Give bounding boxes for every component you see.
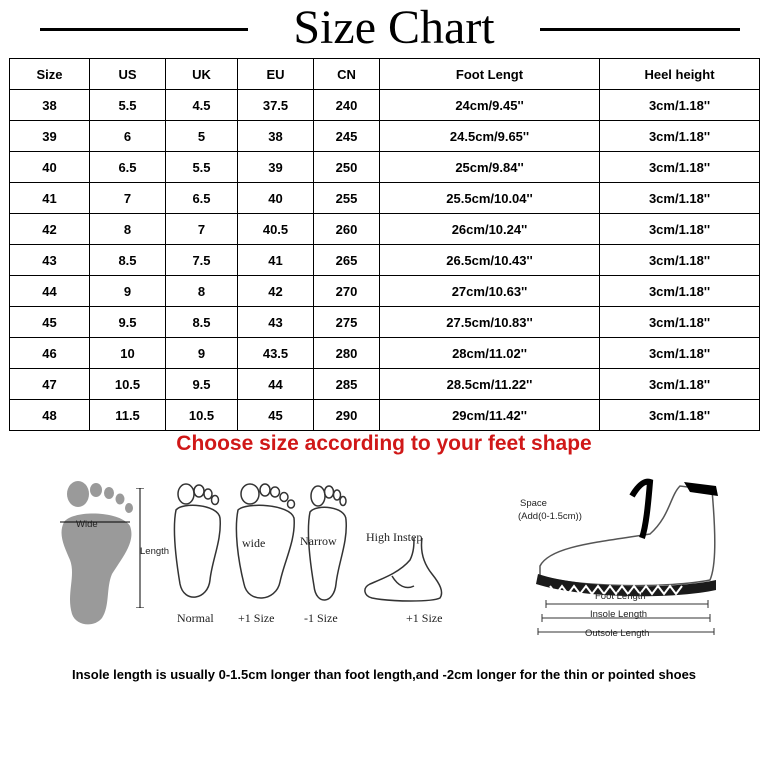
column-header: Foot Lengt — [380, 59, 600, 90]
space-detail: (Add(0-1.5cm)) — [518, 511, 582, 522]
table-cell: 3cm/1.18'' — [600, 276, 760, 307]
table-cell: 47 — [10, 369, 90, 400]
insole-length-note: Insole length is usually 0-1.5cm longer than foot length,and -2cm longer for the thin or pointed shoes — [71, 667, 697, 682]
table-cell: 39 — [238, 152, 314, 183]
table-cell: 40 — [10, 152, 90, 183]
table-cell: 26.5cm/10.43'' — [380, 245, 600, 276]
table-cell: 3cm/1.18'' — [600, 338, 760, 369]
table-row — [10, 369, 760, 400]
wide-label: Wide — [76, 519, 98, 530]
table-cell: 255 — [314, 183, 380, 214]
table-cell: 6.5 — [90, 152, 166, 183]
table-row — [10, 245, 760, 276]
foot-measurement-diagram — [50, 478, 750, 648]
table-cell: 4.5 — [166, 90, 238, 121]
table-cell: 7.5 — [166, 245, 238, 276]
table-cell: 37.5 — [238, 90, 314, 121]
table-cell: 8 — [166, 276, 238, 307]
column-header: Heel height — [600, 59, 760, 90]
table-header-row — [10, 59, 760, 90]
table-cell: 24.5cm/9.65'' — [380, 121, 600, 152]
title-rule-left — [40, 28, 248, 31]
table-cell: 48 — [10, 400, 90, 431]
table-cell: 285 — [314, 369, 380, 400]
table-row — [10, 121, 760, 152]
table-cell: 7 — [90, 183, 166, 214]
table-cell: 44 — [10, 276, 90, 307]
table-cell: 3cm/1.18'' — [600, 90, 760, 121]
table-cell: 28cm/11.02'' — [380, 338, 600, 369]
table-cell: 27.5cm/10.83'' — [380, 307, 600, 338]
minus-one-size-label: -1 Size — [304, 611, 338, 625]
column-header: EU — [238, 59, 314, 90]
plus-one-size-label: +1 Size — [238, 611, 275, 625]
table-cell: 10.5 — [166, 400, 238, 431]
column-header: Size — [10, 59, 90, 90]
table-cell: 25cm/9.84'' — [380, 152, 600, 183]
table-cell: 45 — [238, 400, 314, 431]
table-cell: 44 — [238, 369, 314, 400]
table-cell: 39 — [10, 121, 90, 152]
table-cell: 7 — [166, 214, 238, 245]
table-row — [10, 400, 760, 431]
table-row — [10, 276, 760, 307]
size-table — [9, 58, 760, 431]
table-cell: 26cm/10.24'' — [380, 214, 600, 245]
table-cell: 24cm/9.45'' — [380, 90, 600, 121]
table-cell: 9.5 — [90, 307, 166, 338]
fit-instruction: Choose size according to your feet shape — [176, 432, 592, 455]
normal-label: Normal — [177, 611, 214, 625]
table-cell: 38 — [238, 121, 314, 152]
table-cell: 46 — [10, 338, 90, 369]
table-row — [10, 152, 760, 183]
table-cell: 8.5 — [90, 245, 166, 276]
table-cell: 45 — [10, 307, 90, 338]
table-cell: 3cm/1.18'' — [600, 307, 760, 338]
normal-foot-icon — [170, 480, 226, 610]
table-cell: 43 — [10, 245, 90, 276]
table-cell: 43.5 — [238, 338, 314, 369]
table-cell: 27cm/10.63'' — [380, 276, 600, 307]
table-cell: 42 — [10, 214, 90, 245]
table-cell: 6.5 — [166, 183, 238, 214]
column-header: CN — [314, 59, 380, 90]
table-cell: 280 — [314, 338, 380, 369]
footprint-icon — [50, 478, 140, 628]
table-cell: 240 — [314, 90, 380, 121]
space-label: Space — [520, 498, 547, 509]
table-cell: 41 — [238, 245, 314, 276]
table-cell: 9.5 — [166, 369, 238, 400]
table-cell: 5.5 — [90, 90, 166, 121]
table-cell: 265 — [314, 245, 380, 276]
high-instep-label: High Instep — [366, 530, 423, 544]
table-cell: 29cm/11.42'' — [380, 400, 600, 431]
foot-length-label: Foot Length — [595, 591, 646, 602]
table-cell: 43 — [238, 307, 314, 338]
outsole-length-label: Outsole Length — [585, 628, 650, 639]
title-bar — [0, 0, 768, 56]
table-cell: 3cm/1.18'' — [600, 400, 760, 431]
table-cell: 5 — [166, 121, 238, 152]
table-cell: 3cm/1.18'' — [600, 152, 760, 183]
table-cell: 270 — [314, 276, 380, 307]
table-cell: 260 — [314, 214, 380, 245]
table-body — [10, 90, 760, 431]
table-cell: 9 — [90, 276, 166, 307]
table-cell: 3cm/1.18'' — [600, 245, 760, 276]
column-header: UK — [166, 59, 238, 90]
table-cell: 10.5 — [90, 369, 166, 400]
table-cell: 290 — [314, 400, 380, 431]
table-row — [10, 338, 760, 369]
column-header: US — [90, 59, 166, 90]
table-cell: 275 — [314, 307, 380, 338]
table-row — [10, 307, 760, 338]
table-cell: 40 — [238, 183, 314, 214]
table-cell: 38 — [10, 90, 90, 121]
table-cell: 250 — [314, 152, 380, 183]
instep-plus-one-size-label: +1 Size — [406, 611, 443, 625]
title-rule-right — [540, 28, 740, 31]
high-instep-foot-icon — [362, 538, 458, 604]
table-cell: 28.5cm/11.22'' — [380, 369, 600, 400]
table-cell: 245 — [314, 121, 380, 152]
insole-length-label: Insole Length — [590, 609, 648, 620]
table-cell: 3cm/1.18'' — [600, 214, 760, 245]
table-cell: 42 — [238, 276, 314, 307]
table-cell: 40.5 — [238, 214, 314, 245]
table-cell: 11.5 — [90, 400, 166, 431]
table-cell: 9 — [166, 338, 238, 369]
table-cell: 3cm/1.18'' — [600, 121, 760, 152]
table-cell: 3cm/1.18'' — [600, 369, 760, 400]
table-cell: 25.5cm/10.04'' — [380, 183, 600, 214]
table-cell: 8.5 — [166, 307, 238, 338]
table-row — [10, 183, 760, 214]
table-row — [10, 214, 760, 245]
table-cell: 41 — [10, 183, 90, 214]
table-cell: 5.5 — [166, 152, 238, 183]
narrow-foot-label: Narrow — [300, 534, 337, 548]
table-cell: 10 — [90, 338, 166, 369]
table-row — [10, 90, 760, 121]
length-label: Length — [140, 546, 170, 557]
table-cell: 8 — [90, 214, 166, 245]
page-title: Size Chart — [293, 1, 495, 54]
table-cell: 3cm/1.18'' — [600, 183, 760, 214]
wide-foot-label: wide — [242, 536, 266, 550]
table-cell: 6 — [90, 121, 166, 152]
